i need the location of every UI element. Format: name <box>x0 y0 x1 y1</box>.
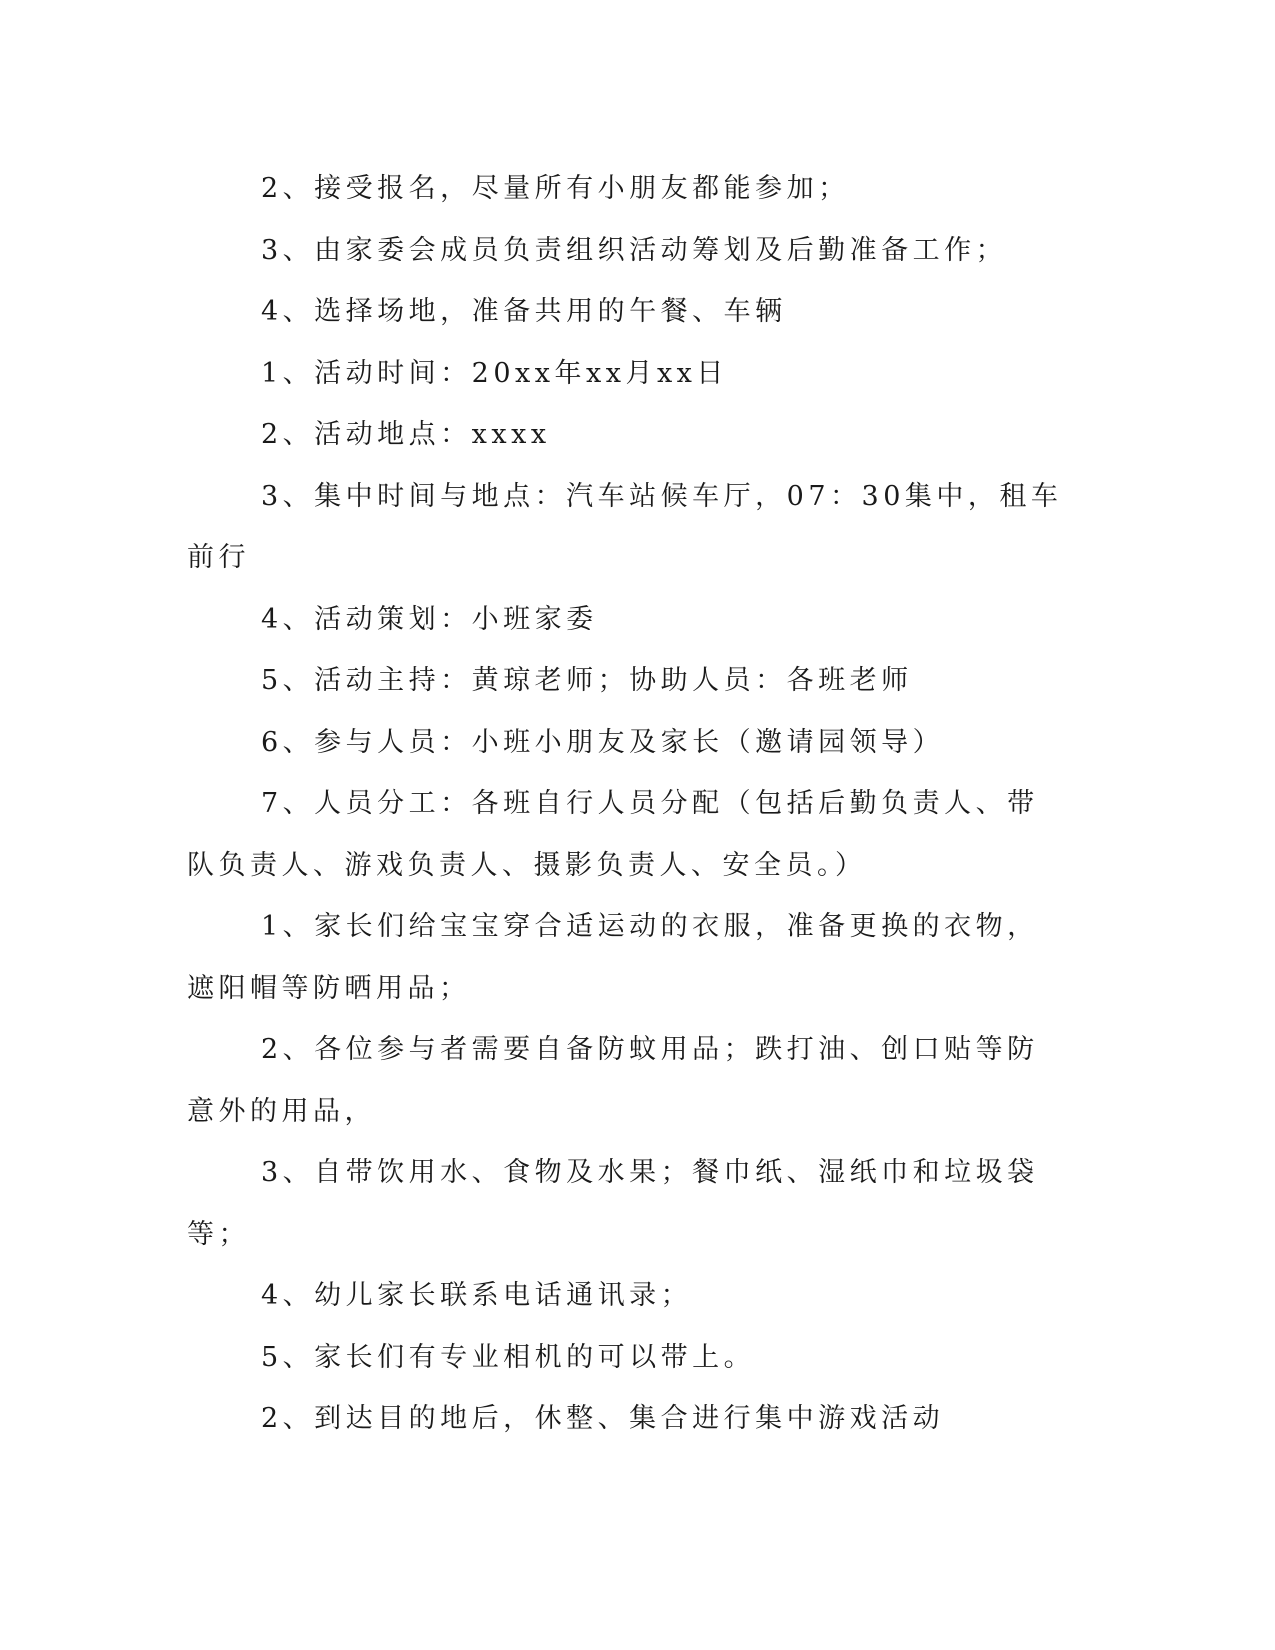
paragraph-signup: 2、接受报名，尽量所有小朋友都能参加； <box>261 173 850 204</box>
paragraph-planning: 4、活动策划：小班家委 <box>261 603 598 635</box>
paragraph-arrival: 2、到达目的地后，休整、集合进行集中游戏活动 <box>261 1403 945 1434</box>
paragraph-clothing: 1、家长们给宝宝穿合适运动的衣服，准备更换的衣物，遮阳帽等防晒用品； <box>187 911 1039 1004</box>
paragraph-supplies: 2、各位参与者需要自备防蚊用品；跌打油、创口贴等防意外的用品， <box>187 1034 1039 1127</box>
paragraph-camera: 5、家长们有专业相机的可以带上。 <box>261 1341 756 1373</box>
paragraph-gathering: 3、集中时间与地点：汽车站候车厅，07：30集中，租车前行 <box>187 480 1063 573</box>
paragraph-venue: 4、选择场地，准备共用的午餐、车辆 <box>261 296 787 327</box>
document-body <box>187 158 1063 1450</box>
paragraph-host: 5、活动主持：黄琼老师；协助人员：各班老师 <box>261 665 913 696</box>
paragraph-committee: 3、由家委会成员负责组织活动筹划及后勤准备工作； <box>261 234 1008 266</box>
paragraph-activity-location: 2、活动地点：xxxx <box>261 419 551 450</box>
paragraph-roles: 7、人员分工：各班自行人员分配（包括后勤负责人、带队负责人、游戏负责人、摄影负责人、安全员。） <box>187 788 1039 881</box>
paragraph-food: 3、自带饮用水、食物及水果；餐巾纸、湿纸巾和垃圾袋等； <box>187 1157 1039 1250</box>
paragraph-contacts: 4、幼儿家长联系电话通讯录； <box>261 1280 693 1311</box>
paragraph-participants: 6、参与人员：小班小朋友及家长（邀请园领导） <box>261 726 945 758</box>
paragraph-activity-time: 1、活动时间：20xx年xx月xx日 <box>261 357 728 389</box>
